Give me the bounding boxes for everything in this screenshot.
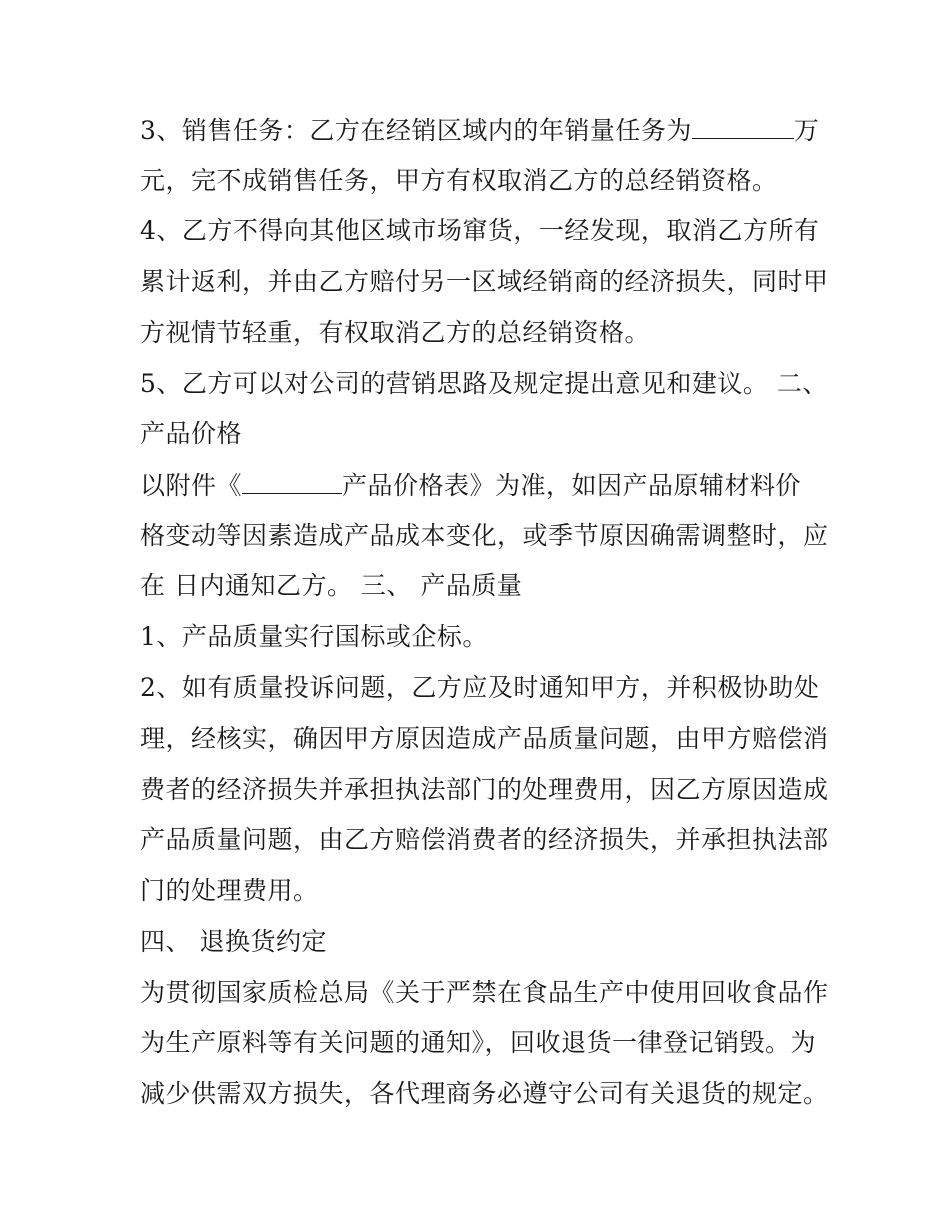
text-segment: 3、销售任务：乙方在经销区域内的年销量任务为	[140, 116, 692, 145]
text-line-9	[140, 520, 829, 552]
text-segment: 在 日内通知乙方。 三、 产品质量	[140, 571, 523, 600]
text-line-20	[140, 1078, 829, 1110]
text-line-1	[140, 114, 820, 147]
text-segment: 元，完不成销售任务，甲方有权取消乙方的总经销资格。	[140, 166, 778, 195]
text-segment: 产品价格	[140, 419, 243, 448]
text-line-13	[140, 723, 829, 755]
text-line-15	[140, 824, 829, 856]
text-line-10	[140, 570, 820, 602]
text-segment: 1、产品质量实行国标或企标。	[140, 622, 488, 651]
text-line-3	[140, 215, 820, 247]
text-segment: 5、乙方可以对公司的营销思路及规定提出意见和建议。 二、	[140, 369, 828, 398]
text-segment: 费者的经济损失并承担执法部门的处理费用，因乙方原因造成	[140, 775, 829, 804]
text-segment: 2、如有质量投诉问题，乙方应及时通知甲方，并积极协助处	[140, 673, 820, 702]
text-segment: 产品质量问题，由乙方赔偿消费者的经济损失，并承担执法部	[140, 825, 829, 854]
text-segment: 减少供需双方损失，各代理商务必遵守公司有关退货的规定。	[140, 1079, 829, 1108]
text-segment: 以附件《	[140, 471, 243, 500]
text-segment: 为贯彻国家质检总局《关于严禁在食品生产中使用回收食品作	[140, 978, 829, 1007]
text-segment: 万	[793, 116, 820, 145]
text-segment: 门的处理费用。	[140, 876, 319, 905]
text-line-16	[140, 875, 820, 907]
text-line-18	[140, 977, 829, 1009]
text-segment: 为生产原料等有关问题的通知》，回收退货一律登记销毁。为	[140, 1028, 817, 1057]
text-line-6	[140, 368, 828, 400]
text-line-19	[140, 1027, 820, 1059]
text-line-8	[140, 469, 820, 502]
text-segment: 产品价格表》为准，如因产品原辅材料价	[342, 471, 802, 500]
text-line-5	[140, 317, 820, 349]
text-line-11	[140, 621, 820, 653]
text-segment: 4、乙方不得向其他区域市场窜货，一经发现，取消乙方所有	[140, 216, 820, 245]
section-heading	[140, 926, 820, 958]
text-segment: 方视情节轻重，有权取消乙方的总经销资格。	[140, 318, 651, 347]
text-segment: 理，经核实，确因甲方原因造成产品质量问题，由甲方赔偿消	[140, 724, 829, 753]
text-segment: 累计返利，并由乙方赔付另一区域经销商的经济损失，同时甲	[140, 267, 829, 296]
text-segment: 格变动等因素造成产品成本变化，或季节原因确需调整时，应	[140, 521, 829, 550]
text-line-14	[140, 774, 829, 806]
fill-in-blank	[242, 469, 342, 494]
section-heading	[140, 418, 820, 450]
text-line-4	[140, 266, 829, 298]
text-line-2	[140, 165, 820, 197]
fill-in-blank	[692, 114, 794, 139]
text-segment: 四、 退换货约定	[140, 927, 327, 956]
text-line-12	[140, 672, 820, 704]
